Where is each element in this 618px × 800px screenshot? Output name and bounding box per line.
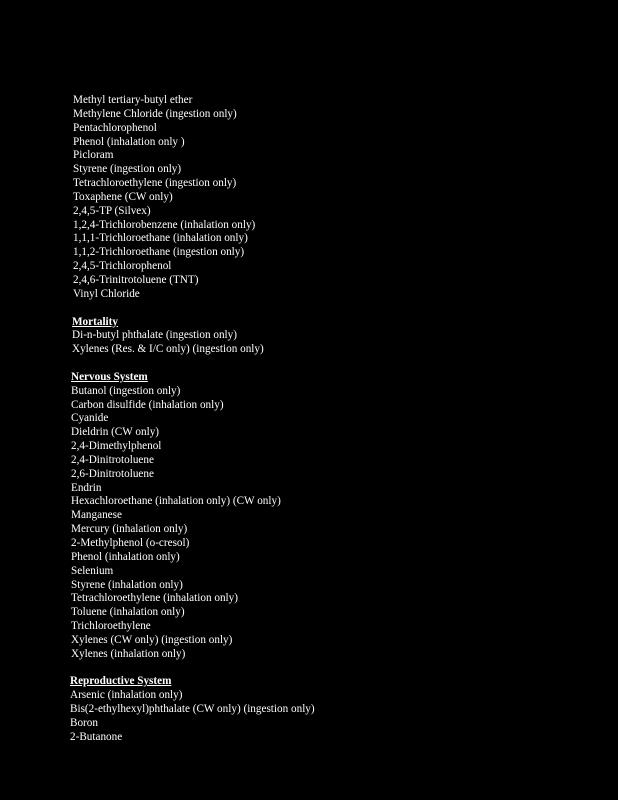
- list-item: 2,4,5-TP (Silvex): [73, 204, 151, 217]
- list-item: 2,4-Dimethylphenol: [71, 440, 162, 453]
- list-item: Vinyl Chloride: [73, 287, 140, 300]
- list-item: 2-Methylphenol (o-cresol): [71, 537, 190, 549]
- nervous-system-section: [71, 371, 593, 662]
- list-item: 1,2,4-Trichlorobenzene (inhalation only): [73, 218, 256, 231]
- list-item: Selenium: [71, 564, 114, 577]
- list-item: Carbon disulfide (inhalation only): [71, 398, 224, 411]
- document-body: [70, 94, 593, 745]
- section-heading-reproductive-system: Reproductive System: [70, 675, 172, 688]
- list-item: Mercury (inhalation only): [71, 523, 188, 536]
- list-item: Di-n-butyl phthalate (ingestion only): [72, 329, 237, 342]
- list-item: 1,1,2-Trichloroethane (ingestion only): [73, 246, 245, 259]
- list-item: Arsenic (inhalation only): [70, 689, 183, 702]
- list-item: Toluene (inhalation only): [71, 606, 185, 619]
- list-item: Xylenes (Res. & I/C only) (ingestion only): [72, 343, 264, 356]
- section-heading-nervous-system: Nervous System: [71, 370, 148, 383]
- list-item: Manganese: [71, 509, 122, 522]
- list-item: Picloram: [73, 149, 114, 162]
- list-item: Butanol (ingestion only): [71, 384, 181, 397]
- mortality-section: [72, 316, 593, 358]
- section-heading-mortality: Mortality: [72, 315, 118, 328]
- reproductive-system-section: [70, 675, 593, 744]
- list-item: 1,1,1-Trichloroethane (inhalation only): [73, 232, 248, 245]
- list-item: Phenol (inhalation only ): [73, 135, 185, 148]
- list-item: Cyanide: [71, 412, 109, 425]
- list-item: Tetrachloroethylene (ingestion only): [73, 177, 237, 190]
- list-item: Trichloroethylene: [71, 620, 151, 633]
- continued-list-section: [73, 94, 593, 302]
- list-item: Methyl tertiary-butyl ether: [73, 94, 193, 106]
- list-item: Xylenes (inhalation only): [71, 647, 186, 660]
- list-item: Pentachlorophenol: [73, 121, 157, 134]
- list-item: Hexachloroethane (inhalation only) (CW only): [71, 495, 281, 508]
- list-item: Phenol (inhalation only): [71, 550, 180, 563]
- list-item: Styrene (inhalation only): [71, 578, 183, 591]
- list-item: Dieldrin (CW only): [71, 426, 160, 439]
- list-item: 2,4-Dinitrotoluene: [71, 453, 154, 466]
- list-item: Methylene Chloride (ingestion only): [73, 107, 237, 120]
- list-item: Boron: [70, 716, 98, 729]
- list-item: 2,4,5-Trichlorophenol: [73, 260, 172, 273]
- list-item: Tetrachloroethylene (inhalation only): [71, 592, 238, 605]
- list-item: Bis(2-ethylhexyl)phthalate (CW only) (ingestion only): [70, 703, 315, 716]
- list-item: Toxaphene (CW only): [73, 190, 173, 203]
- list-item: 2,6-Dinitrotoluene: [71, 467, 154, 480]
- list-item: Styrene (ingestion only): [73, 163, 182, 176]
- list-item: Endrin: [71, 481, 102, 494]
- list-item: 2,4,6-Trinitrotoluene (TNT): [73, 273, 199, 286]
- list-item: 2-Butanone: [70, 730, 123, 743]
- list-item: Xylenes (CW only) (ingestion only): [71, 633, 233, 646]
